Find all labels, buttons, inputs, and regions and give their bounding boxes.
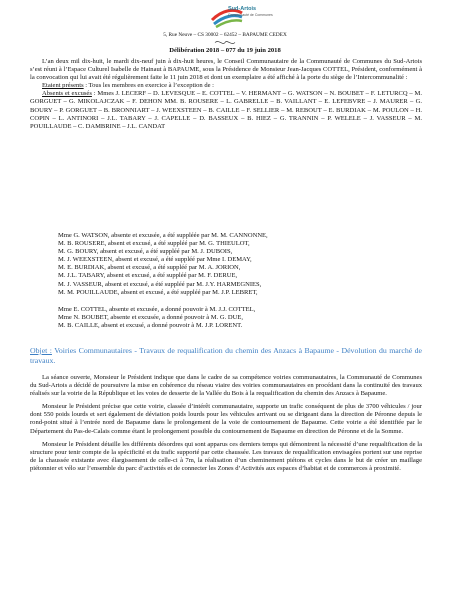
presents-label: Etaient présents: [42, 82, 84, 90]
absents-label: Absents et excusés: [42, 90, 92, 98]
list-item: M. B. CAILLE, absent et excusé, a donné pouvoir à M. J.P. LORENT.: [58, 322, 243, 330]
list-item: M. G. BOURY, absent et excusé, a été suppléé par M. J. DUBOIS,: [58, 248, 233, 256]
list-item: Mme N. BOUBET, absente et excusée, a donné pouvoir à M. G. DUE,: [58, 314, 243, 322]
list-item: M. B. ROUSERE, absent et excusé, a été suppléé par M. G. THIEULOT,: [58, 240, 250, 248]
body-paragraph: Monsieur le Président détaille les différents désordres qui sont apparus ces derniers temps qui démontrent la nécessité d’une requalification de la structure pour tenir compte de la spécificité et du trafic supporté par cette chaussée. Les travaux de requalification envisagées portent sur une reprise de la chaussée existante avec élargissement de celle-ci à 7m, la réalisation d’un cheminement piétons et cycles dans le but de créer un maillage piétonnier et vélo sur l’ensemble du parc d’activités et de connecter les Zones d’Activités aux espaces d’habitat et de commerces à proximité.: [30, 440, 422, 472]
list-item: Mme E. COTTEL, absente et excusée, a donné pouvoir à M. J.J. COTTEL,: [58, 306, 256, 313]
ornament-icon: [214, 39, 236, 46]
body-block: [30, 374, 422, 473]
presents-text: : Tous les membres en exercice à l’exception de :: [83, 82, 214, 90]
absents-text: : Mmes J. LECERF – D. LEVESQUE – E. COTTEL – V. HERMANT – G. WATSON – N. BOUBET – F. LETURCQ – M. GORGUET – G. MIKOLAJCZAK – F. DEHON MM. B. ROUSERE – L. GABRELLE – B. VAILLANT – E. LEFEBVRE – J. MAURER – G. BOURY – P. GORGUET – B. BRONNIART – J. WEEXSTEEN – B. CAILLE – F. SELLIER – M. REBOUT – E. BURDIAK – M. POULON – H. COPIN – L. ANTINORI – J.L. TABARY – J. CAPELLE – D. BASSEUX – B. HIEZ – G. TRANNIN – P. WELELE – J. VASSEUR – M. POUILLAUDE – C. DAMBRINE – J.L. CANDAT: [30, 90, 422, 130]
list-item: M. E. BURDIAK, absent et excusé, a été suppléé par M. A. JORION,: [58, 264, 241, 272]
list-item: M. J. VASSEUR, absent et excusé, a été suppléé par M. J.Y. HARMEGNIES,: [58, 280, 262, 288]
objet-text: Voiries Communautaires - Travaux de requalification du chemin des Anzacs à Bapaume - Dévolution du marché de travaux.: [30, 346, 422, 365]
logo-subtitle: Communauté de Communes: [228, 13, 273, 17]
logo-title: Sud-Artois: [228, 6, 257, 12]
objet-label: Objet :: [30, 346, 52, 355]
intro-paragraph: L’an deux mil dix-huit, le mardi dix-neuf juin à dix-huit heures, le Conseil Communautaire de la Communauté de Communes du Sud-Artois s’est réuni à l’Espace Culturel Isabelle de Hainaut à BAPAUME, sous la Présidence de Monsieur Jean-Jacques COTTEL, Président, conformément à la convocation qui lui avait été régulièrement faite le 11 juin 2018 et dont un exemplaire a été affiché à la porte du siège de l’Intercommunalité :: [30, 58, 422, 82]
absents-paragraph: [30, 90, 422, 130]
list-item: Mme G. WATSON, absente et excusée, a été suppléée par M. M. CANNONNE,: [58, 232, 268, 239]
list-item: M. J. WEEXSTEEN, absent et excusé, a été suppléé par Mme I. DEMAY,: [58, 256, 252, 264]
list-item: M. J.L. TABARY, absent et excusé, a été suppléé par M. F. DERUE,: [58, 272, 238, 280]
presents-line: [30, 82, 422, 90]
list-item: M. M. POUILLAUDE, absent et excusé, a été suppléé par M. J.P. LEBRET,: [58, 288, 258, 296]
objet-heading: [30, 346, 422, 365]
body-paragraph: La séance ouverte, Monsieur le Président indique que dans le cadre de sa compétence voiries communautaires, la Communauté de Communes du Sud-Artois a décidé de poursuivre la mise en cohérence du réseau viaire des voiries communautaires en procédant dans la continuité des travaux réalisés sur la voirie de la République et les voies de desserte de la Vallée du Bois à la requalification du chemin des Anzacs à Bapaume.: [30, 374, 422, 398]
pouvoirs-list: [58, 306, 255, 330]
intro-block: [30, 58, 422, 131]
body-paragraph: Monsieur le Président précise que cette voirie, classée d’intérêt communautaire, supporte un trafic conséquent de plus de 3700 véhicules / jour dont 550 poids lourds et sert également de déviation poids lourds pour les véhicules arrivant ou se dirigeant dans la direction de Péronne depuis le rond-point situé à l’entrée nord de Bapaume dans le prolongement de la voie de contournement de Bapaume. Cette voirie a été identifiée par le Département du Pas-de-Calais comme étant le prolongement possible du contournement de Bapaume en direction de Péronne et de la Somme.: [30, 403, 422, 435]
logo-text: [228, 6, 273, 18]
address-line: 5, Rue Neuve – CS 30002 – 62452 – BAPAUME CEDEX: [163, 32, 287, 38]
page-title: Délibération 2018 – 077 du 19 juin 2018: [169, 47, 281, 54]
suppleants-list: [58, 232, 268, 297]
